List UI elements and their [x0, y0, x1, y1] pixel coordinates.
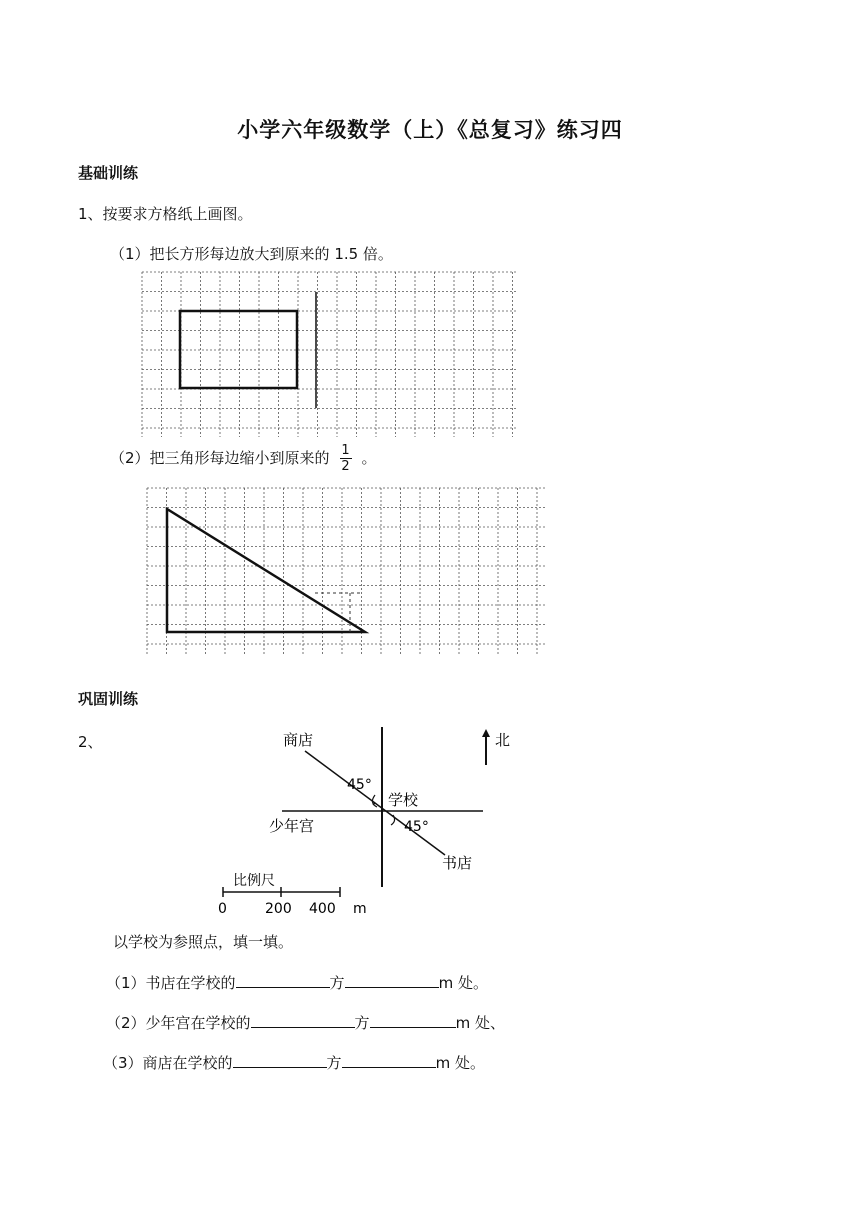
fill-item-3-suffix: m 处。 — [435, 1054, 485, 1072]
question-2-label: 2、 — [78, 733, 103, 751]
rectangle-shape — [180, 311, 297, 388]
fill-item-1-suffix: m 处。 — [438, 974, 488, 992]
scale-title: 比例尺 — [233, 873, 275, 889]
fill-item-2-suffix: m 处、 — [455, 1014, 505, 1032]
label-angle-top: 45° — [347, 777, 372, 793]
scale-unit: m — [353, 901, 367, 917]
fill-item-3 — [103, 1051, 485, 1073]
grid-triangle-figure — [145, 485, 555, 660]
label-youth-palace: 少年宫 — [269, 817, 315, 835]
answer-blank-direction[interactable] — [236, 971, 330, 988]
question-1-part-2 — [110, 444, 377, 473]
grid-rectangle-figure — [140, 270, 520, 440]
part-2-suffix: 。 — [361, 449, 377, 467]
answer-blank-distance[interactable] — [345, 971, 439, 988]
label-angle-bottom: 45° — [404, 819, 429, 835]
triangle-shape — [167, 509, 365, 632]
scale-label-0: 0 — [218, 901, 227, 917]
fraction-numerator: 1 — [341, 443, 350, 458]
label-school: 学校 — [388, 791, 419, 809]
fraction-denominator: 2 — [341, 459, 350, 474]
fill-item-1-prefix: （1）书店在学校的 — [106, 974, 236, 992]
direction-map-figure — [205, 715, 525, 920]
fill-item-1 — [106, 971, 488, 993]
fraction-one-half — [340, 444, 352, 473]
question-1-label: 1、按要求方格纸上画图。 — [78, 205, 253, 223]
fill-item-2 — [106, 1011, 505, 1033]
fill-item-2-prefix: （2）少年宫在学校的 — [106, 1014, 251, 1032]
fill-item-1-mid: 方 — [329, 974, 345, 992]
section-heading-consolidation: 巩固训练 — [78, 690, 139, 708]
scale-label-400: 400 — [309, 901, 336, 917]
scale-label-200: 200 — [265, 901, 292, 917]
label-shop: 商店 — [283, 731, 314, 749]
page-title: 小学六年级数学（上）《总复习》练习四 — [237, 118, 623, 142]
fill-item-3-mid: 方 — [326, 1054, 342, 1072]
answer-blank-direction[interactable] — [251, 1011, 355, 1028]
answer-blank-direction[interactable] — [233, 1051, 327, 1068]
section-heading-basic: 基础训练 — [78, 164, 139, 182]
answer-blank-distance[interactable] — [342, 1051, 436, 1068]
label-north: 北 — [495, 731, 511, 749]
label-bookstore: 书店 — [442, 854, 473, 872]
answer-blank-distance[interactable] — [370, 1011, 456, 1028]
fill-item-2-mid: 方 — [354, 1014, 370, 1032]
fill-item-3-prefix: （3）商店在学校的 — [103, 1054, 233, 1072]
question-2-instruction: 以学校为参照点，填一填。 — [113, 933, 294, 951]
part-2-prefix: （2）把三角形每边缩小到原来的 — [110, 449, 330, 467]
question-1-part-1: （1）把长方形每边放大到原来的 1.5 倍。 — [110, 245, 393, 263]
north-arrow-icon — [482, 729, 490, 737]
